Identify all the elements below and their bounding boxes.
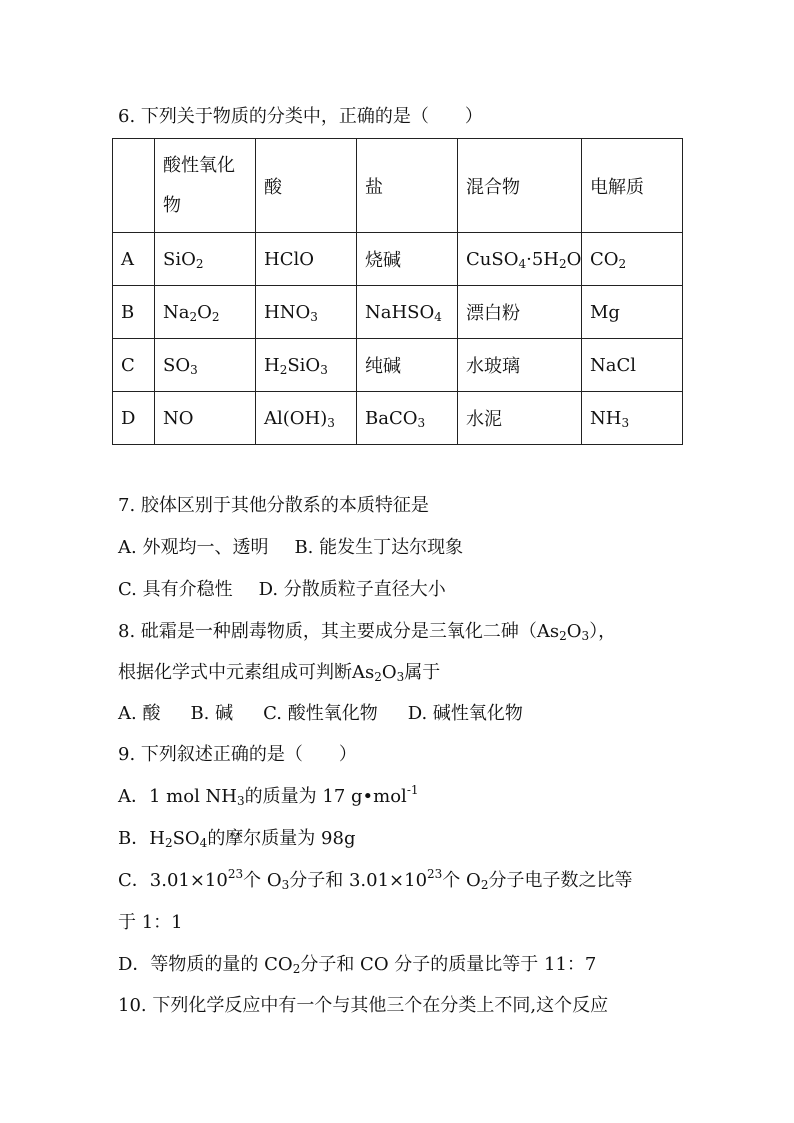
q7-option-d: D. 分散质粒子直径大小: [258, 579, 446, 600]
q7-option-b: B. 能发生丁达尔现象: [294, 537, 464, 558]
q8-option-d: D. 碱性氧化物: [407, 703, 523, 724]
header-cell: 酸性氧化物: [155, 139, 256, 233]
table-cell: $SO_3$: [155, 339, 256, 392]
table-cell: $CO_2$: [582, 233, 683, 286]
table-row: [113, 392, 683, 445]
header-cell: 电解质: [582, 139, 683, 233]
q6-stem: 6. 下列关于物质的分类中，正确的是（ ）: [118, 106, 483, 127]
table-cell: Mg: [582, 286, 683, 339]
q7-options-ab: [118, 535, 463, 561]
q8-options: [118, 701, 523, 727]
q9-option-a: A．1 mol $NH_3$的质量为 17 g•mol$^{-1}$: [118, 783, 419, 808]
row-label: D: [113, 392, 155, 445]
table-cell: 烧碱: [357, 233, 458, 286]
header-cell: 酸: [256, 139, 357, 233]
table-cell: NaCl: [582, 339, 683, 392]
q7-option-a: A. 外观均一、透明: [118, 537, 269, 558]
row-label: B: [113, 286, 155, 339]
table-cell: 水泥: [458, 392, 582, 445]
table-cell: $H_2SiO_3$: [256, 339, 357, 392]
table-row: [113, 286, 683, 339]
q8-option-c: C. 酸性氧化物: [263, 703, 378, 724]
table-cell: NaHSO$_4$: [357, 286, 458, 339]
table-cell: HClO: [256, 233, 357, 286]
q7-option-c: C. 具有介稳性: [118, 579, 233, 600]
header-cell: 混合物: [458, 139, 582, 233]
q8-stem-line2: 根据化学式中元素组成可判断$As_2O_3$属于: [118, 662, 441, 684]
q8-option-b: B. 碱: [190, 703, 234, 724]
q7-stem: 7. 胶体区别于其他分散系的本质特征是: [118, 495, 429, 516]
header-cell-empty: [113, 139, 155, 233]
table-cell: $CuSO_4\cdot 5H_2O$: [458, 233, 582, 286]
q8-option-a: A. 酸: [118, 703, 161, 724]
table-row: [113, 339, 683, 392]
table-row: [113, 233, 683, 286]
table-cell: 漂白粉: [458, 286, 582, 339]
table-cell: BaCO$_3$: [357, 392, 458, 445]
q10-stem: 10. 下列化学反应中有一个与其他三个在分类上不同,这个反应: [118, 995, 609, 1016]
table-cell: NO: [155, 392, 256, 445]
row-label: C: [113, 339, 155, 392]
table-header-row: [113, 139, 683, 233]
q7-options-cd: [118, 577, 446, 603]
header-cell: 盐: [357, 139, 458, 233]
q8-stem-line1: 8. 砒霜是一种剧毒物质，其主要成分是三氧化二砷$(As_2O_3)$，: [118, 621, 617, 643]
table-cell: 纯碱: [357, 339, 458, 392]
table-cell: $NH_3$: [582, 392, 683, 445]
q9-stem: 9. 下列叙述正确的是（ ）: [118, 744, 357, 765]
table-cell: $Na_2O_2$: [155, 286, 256, 339]
table-cell: $Al(OH)_3$: [256, 392, 357, 445]
q9-option-c-cont: 于 1：1: [118, 912, 183, 933]
table-cell: SiO$_2$: [155, 233, 256, 286]
q9-option-d: D．等物质的量的 $CO_2$分子和 CO 分子的质量比等于 11：7: [118, 954, 597, 976]
table-cell: 水玻璃: [458, 339, 582, 392]
row-label: A: [113, 233, 155, 286]
q9-option-b: B．$H_2SO_4$的摩尔质量为 98g: [118, 828, 356, 850]
table-cell: $HNO_3$: [256, 286, 357, 339]
q6-classification-table: [112, 138, 683, 445]
q9-option-c: C．$3.01\times 10^{23}$个 $O_3$分子和 $3.01\times 10^{23}$个 $O_2$分子电子数之比等: [118, 867, 633, 892]
